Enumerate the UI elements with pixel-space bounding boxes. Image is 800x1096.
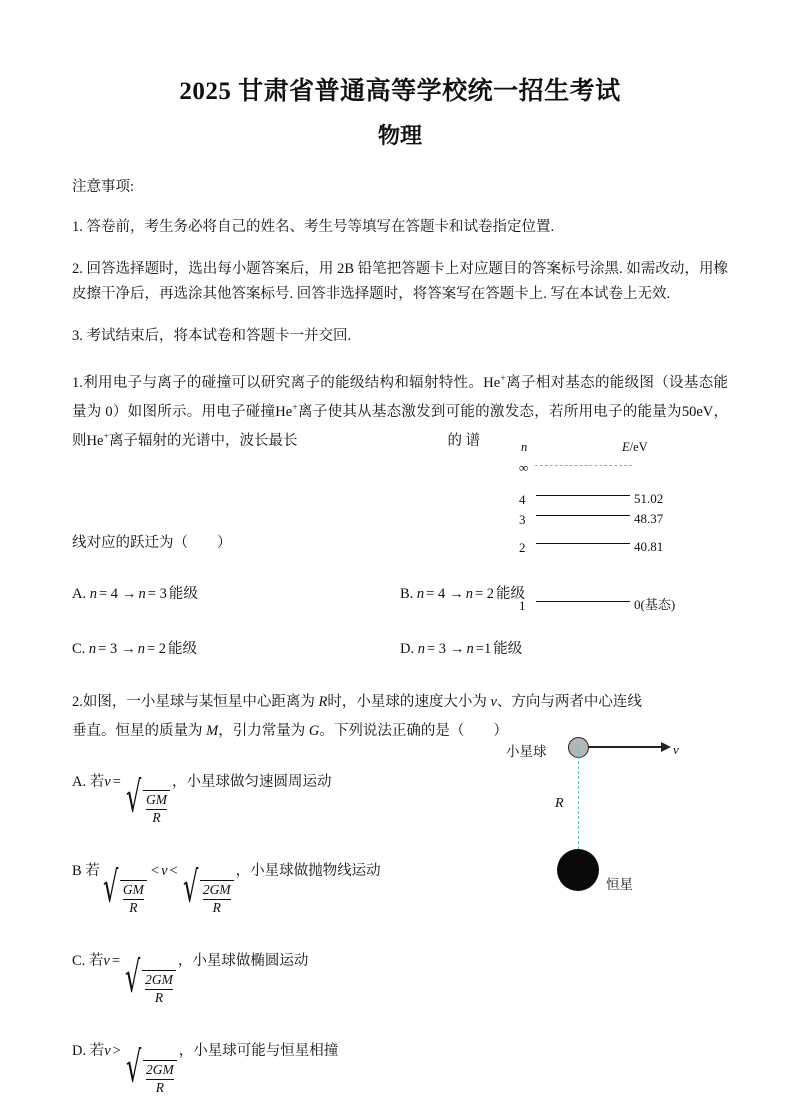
radical-icon: √ [125, 772, 142, 823]
level-energy-label: 48.37 [634, 510, 664, 526]
option-var2: n [137, 640, 145, 657]
energy-level-infinity [512, 457, 717, 475]
level-line-dashed [535, 465, 632, 466]
level-n-label: 1 [519, 597, 526, 613]
question-1-text-6: 的 谱 [447, 432, 481, 449]
option-var2: n [466, 640, 474, 657]
option-1-C[interactable] [72, 635, 400, 664]
option-eq: = 4 [98, 585, 119, 602]
option-var: n [417, 640, 425, 657]
notice-item-2: 2. 回答选择题时，选出每小题答案后，用 2B 铅笔把答题卡上对应题目的答案标号涂黑. 如需改动，用橡皮擦干净后，再选涂其他答案标号. 回答非选择题时，将答案写在答题卡上. 写在本试卷上无效. [72, 260, 728, 302]
level-n-label: 3 [519, 511, 526, 527]
energy-level-3 [512, 507, 717, 527]
option-eq2: = 2 [474, 585, 495, 602]
level-n-label: 4 [519, 491, 526, 507]
energy-level-2 [512, 535, 717, 555]
option-lead: 若 [89, 1043, 105, 1060]
option-var: v [103, 953, 110, 970]
option-eq2: = 2 [146, 640, 167, 657]
q2-text-d: 垂直。恒星的质量为 [72, 722, 203, 739]
option-letter: C. [72, 640, 86, 657]
fraction [142, 970, 176, 1007]
option-relation: = [112, 773, 121, 790]
option-2-D[interactable] [72, 1039, 728, 1095]
small-body-label: 小星球 [506, 744, 547, 759]
option-letter: C. [72, 953, 86, 970]
question-1-text-2: 离子相对基态的能级图（设基态能量为 0）如图所示。用电子碰撞 [72, 374, 729, 420]
option-suffix: 能级 [168, 640, 198, 657]
option-letter: B [72, 863, 82, 880]
option-2-C[interactable] [72, 949, 728, 1005]
option-relation-2: < [169, 863, 178, 880]
page-content [72, 0, 728, 1095]
option-var: n [89, 585, 97, 602]
option-relation: = [111, 953, 121, 970]
star-icon [557, 849, 599, 891]
fraction [120, 880, 147, 917]
arrow-icon: → [121, 640, 136, 657]
option-letter: A. [72, 773, 87, 790]
option-1-D[interactable] [400, 635, 728, 664]
radical-icon: √ [102, 862, 119, 913]
option-lead: 若 [89, 773, 105, 790]
fraction-denominator: R [203, 899, 231, 917]
option-tail: ，小星球做椭圆运动 [177, 953, 309, 970]
option-letter: B. [400, 585, 414, 602]
question-1-text-3: 离子使其从基态激发到可能的激发态，若所用电子的能量为 [297, 403, 682, 420]
q2-text-c: 、方向与两者中心连线 [496, 693, 642, 710]
fraction [143, 790, 170, 827]
option-var: v [104, 773, 111, 790]
page-title: 2025 甘肃省普通高等学校统一招生考试 [179, 78, 621, 105]
question-1-number: 1. [72, 374, 83, 391]
question-1-text-4: ，则 [72, 403, 729, 449]
question-1 [72, 369, 728, 664]
option-tail: ，小星球做抛物线运动 [235, 863, 381, 880]
energy-diagram-axis-e-label: E/eV [622, 439, 648, 454]
level-n-label: ∞ [519, 459, 529, 475]
option-1-A[interactable] [72, 580, 400, 609]
question-1-text-5: 离子辐射的光谱中，波长最长 [108, 432, 298, 449]
energy-level-1 [512, 593, 717, 613]
option-var2: n [465, 585, 473, 602]
electron-energy-value: 50eV [681, 403, 714, 420]
energy-level-diagram [512, 435, 717, 613]
velocity-arrow-icon [589, 746, 669, 748]
star-label: 恒星 [606, 877, 633, 892]
subject-title: 物理 [377, 123, 422, 149]
q2-text-a: 如图，一小星球与某恒星中心距离为 [82, 693, 315, 710]
notice-heading: 注意事项: [72, 178, 135, 195]
energy-level-4 [512, 487, 717, 507]
sqrt-expression [125, 952, 176, 1006]
ion-symbol-he-1: He+ [483, 372, 506, 391]
sqrt-expression [125, 772, 170, 826]
velocity-label: v [673, 742, 679, 757]
option-suffix: 能级 [168, 585, 198, 602]
sqrt-expression [125, 1042, 177, 1096]
question-2-line-1 [72, 688, 728, 717]
option-suffix: 能级 [496, 585, 526, 602]
level-energy-label: 40.81 [634, 538, 664, 554]
distance-label: R [555, 796, 564, 811]
symbol-v: v [490, 693, 497, 710]
question-2-number: 2. [72, 693, 83, 710]
fraction-denominator: R [123, 899, 144, 917]
ion-symbol-he-2: He+ [275, 401, 298, 420]
radical-icon: √ [125, 1042, 142, 1093]
question-1-options-row-2 [72, 635, 728, 664]
fraction-numerator: 2GM [145, 971, 173, 987]
symbol-M: M [206, 722, 219, 739]
fraction-denominator: R [146, 1079, 174, 1096]
option-eq2: = 3 [147, 585, 167, 602]
fraction-numerator: GM [122, 881, 144, 897]
arrow-icon: → [122, 585, 137, 602]
arrow-icon: → [449, 585, 464, 602]
level-energy-label: 51.02 [634, 490, 664, 506]
question-1-body [72, 369, 729, 613]
fraction-denominator: R [145, 989, 173, 1007]
level-line [536, 515, 630, 516]
fraction [200, 880, 234, 917]
notice-item-1: 1. 答卷前，考生务必将自己的姓名、考生号等填写在答题卡和试卷指定位置. [72, 218, 555, 235]
option-var: v [161, 863, 168, 880]
option-letter: D. [400, 640, 415, 657]
level-line [536, 601, 630, 602]
question-1-text-1: 利用电子与离子的碰撞可以研究离子的能级结构和辐射特性。 [82, 374, 484, 391]
symbol-R: R [318, 693, 328, 710]
radical-icon: √ [182, 862, 199, 913]
q2-text-b: 时，小星球的速度大小为 [327, 693, 487, 710]
option-lead: 若 [88, 953, 104, 970]
option-var: v [104, 1043, 111, 1060]
q2-text-f: 。下列说法正确的是（ ） [319, 722, 508, 739]
ion-symbol-he-3: He+ [86, 430, 109, 449]
fraction [143, 1060, 177, 1096]
arrow-icon: → [450, 640, 465, 657]
option-var: n [416, 585, 425, 602]
notice-item-3: 3. 考试结束后，将本试卷和答题卡一并交回. [72, 327, 352, 344]
sqrt-expression-1 [102, 862, 147, 916]
option-relation-1: < [150, 863, 160, 880]
radical-icon: √ [125, 952, 141, 1003]
option-suffix: 能级 [493, 640, 523, 657]
q2-text-e: ，引力常量为 [218, 722, 306, 739]
level-line [536, 543, 630, 544]
option-letter: A. [72, 585, 87, 602]
level-line [536, 495, 630, 496]
fraction-numerator: GM [145, 791, 167, 807]
option-relation: > [112, 1043, 121, 1060]
option-tail: ，小星球可能与恒星相撞 [178, 1043, 339, 1060]
fraction-denominator: R [146, 809, 167, 827]
option-eq: = 3 [98, 640, 118, 657]
option-eq2: =1 [475, 640, 492, 657]
option-lead: 若 [85, 863, 100, 880]
sqrt-expression-2 [182, 862, 234, 916]
level-n-label: 2 [519, 539, 526, 555]
option-letter: D. [72, 1043, 87, 1060]
option-eq: = 4 [426, 585, 446, 602]
star-orbit-diagram [506, 718, 721, 903]
option-eq: = 3 [426, 640, 447, 657]
question-1-text-7: 线对应的跃迁为（ ） [72, 534, 232, 551]
level-energy-label: 0(基态) [634, 596, 676, 612]
energy-diagram-axis-n-label: n [521, 439, 528, 454]
fraction-numerator: 2GM [145, 1061, 174, 1077]
option-var: n [88, 640, 97, 657]
option-tail: ，小星球做匀速圆周运动 [171, 773, 332, 790]
option-var2: n [138, 585, 146, 602]
fraction-numerator: 2GM [202, 881, 231, 897]
symbol-G: G [308, 722, 320, 739]
